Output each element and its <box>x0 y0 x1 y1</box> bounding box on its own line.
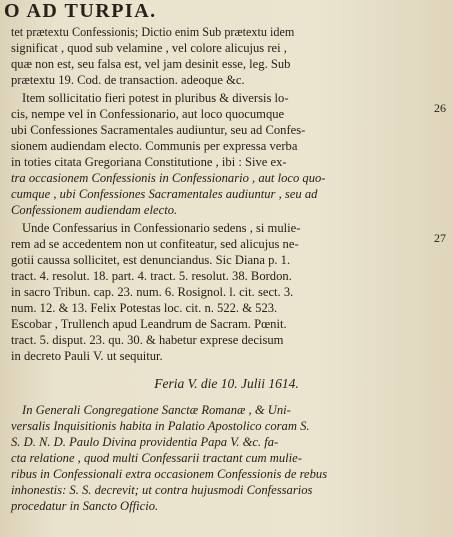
text-line: procedatur in Sancto Officio. <box>11 499 159 513</box>
text-line: in sacro Tribun. cap. 23. num. 6. Rosignol. l. cit. sect. 3. <box>11 285 294 299</box>
text-line: significat , quod sub velamine , vel colore alicujus rei , <box>11 41 287 55</box>
text-line: ribus in Confessionali extra occasionem Confessionis de rebus <box>11 467 328 481</box>
text-line: cta relatione , quod multi Confessarii tractant cum mulie- <box>11 451 302 465</box>
text-line: S. D. N. D. Paulo Divina providentia Papa V. &c. fa- <box>11 435 279 449</box>
text-line: Unde Confessarius in Confessionario sedens , si mulie- <box>22 221 301 235</box>
text-line: Confessionem audiendam electo. <box>11 203 178 217</box>
text-line: In Generali Congregatione Sanctæ Romanæ , & Uni- <box>22 403 291 417</box>
running-head: O AD TURPIA. <box>4 0 157 22</box>
text-line: Escobar , Trullench apud Leandrum de Sacram. Pœnit. <box>11 317 287 331</box>
section-heading: Feria V. die 10. Julii 1614. <box>154 376 299 391</box>
text-line: in toties citata Gregoriana Constitutione , ibi : Sive ex- <box>11 155 287 169</box>
text-line: prætextu 19. Cod. de transaction. adeoque &c. <box>11 73 245 87</box>
text-line: gotii caussa sollicitet, est denunciandus. Sic Diana p. 1. <box>11 253 291 267</box>
margin-number: 26 <box>434 101 446 115</box>
text-line: tract. 4. resolut. 18. part. 4. tract. 5. resolut. 38. Bordon. <box>11 269 292 283</box>
text-line: cis, nempe vel in Confessionario, aut loco quocumque <box>11 107 285 121</box>
text-line: quæ non est, seu falsa est, vel jam desinit esse, leg. Sub <box>11 57 291 71</box>
text-line: versalis Inquisitionis habita in Palatio Apostolico coram S. <box>11 419 310 433</box>
text-line: tract. 5. disput. 23. qu. 30. & habetur exprese decisum <box>11 333 284 347</box>
text-line: Item sollicitatio fieri potest in pluribus & diversis lo- <box>22 91 289 105</box>
text-line: ubi Confessiones Sacramentales audiuntur, seu ad Confes- <box>11 123 306 137</box>
text-line: in decreto Pauli V. ut sequitur. <box>11 349 163 363</box>
text-line: tra occasionem Confessionis in Confessionario , aut loco quo- <box>11 171 326 185</box>
text-line: num. 12. & 13. Felix Potestas loc. cit. n. 522. & 523. <box>11 301 278 315</box>
text-line: tet prætextu Confessionis; Dictio enim Sub prætextu idem <box>11 25 295 39</box>
text-line: sionem audiendam electo. Communis per expressa verba <box>11 139 298 153</box>
text-line: inhonestis: S. S. decrevit; ut contra hujusmodi Confessarios <box>11 483 313 497</box>
margin-number: 27 <box>434 231 446 245</box>
text-line: cumque , ubi Confessiones Sacramentales audiuntur , seu ad <box>11 187 318 201</box>
text-line: rem ad se accedentem non ut confiteatur, sed alicujus ne- <box>11 237 299 251</box>
